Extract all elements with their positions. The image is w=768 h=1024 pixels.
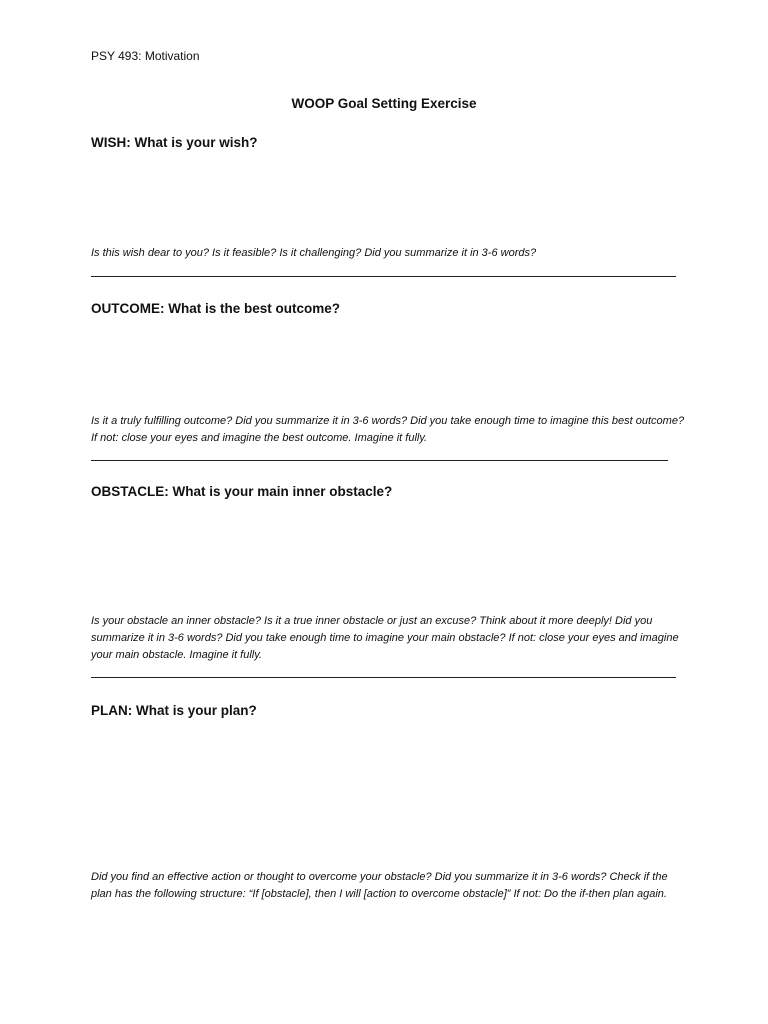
plan-prompt: Did you find an effective action or thought to overcome your obstacle? Did you summarize it in 3-6 words? Check if the plan has the following structure: “If [obstacle], then I will [action to overcome obstacle]” If not: Do the if-then plan again. (91, 871, 668, 900)
course-label: PSY 493: Motivation (91, 49, 200, 63)
obstacle-prompt: Is your obstacle an inner obstacle? Is it a true inner obstacle or just an excuse? Think about it more deeply! Did you summarize it in 3-6 words? Did you take enough time to imagine your main obstacle? If not: close your eyes and imagine your main obstacle. Imagine it fully. (91, 615, 679, 661)
wish-heading: WISH: What is your wish? (91, 135, 258, 150)
plan-heading: PLAN: What is your plan? (91, 703, 257, 718)
obstacle-divider (91, 677, 676, 678)
wish-prompt: Is this wish dear to you? Is it feasible? Is it challenging? Did you summarize it in 3-6 words? (91, 247, 537, 259)
obstacle-heading: OBSTACLE: What is your main inner obstacle? (91, 484, 393, 499)
outcome-heading: OUTCOME: What is the best outcome? (91, 301, 341, 316)
page-title: WOOP Goal Setting Exercise (291, 96, 477, 111)
wish-divider (91, 276, 676, 277)
outcome-prompt: Is it a truly fulfilling outcome? Did you summarize it in 3-6 words? Did you take enough time to imagine this best outcome? If not: close your eyes and imagine the best outcome. Imagine it fully. (91, 415, 685, 444)
outcome-divider (91, 460, 668, 461)
